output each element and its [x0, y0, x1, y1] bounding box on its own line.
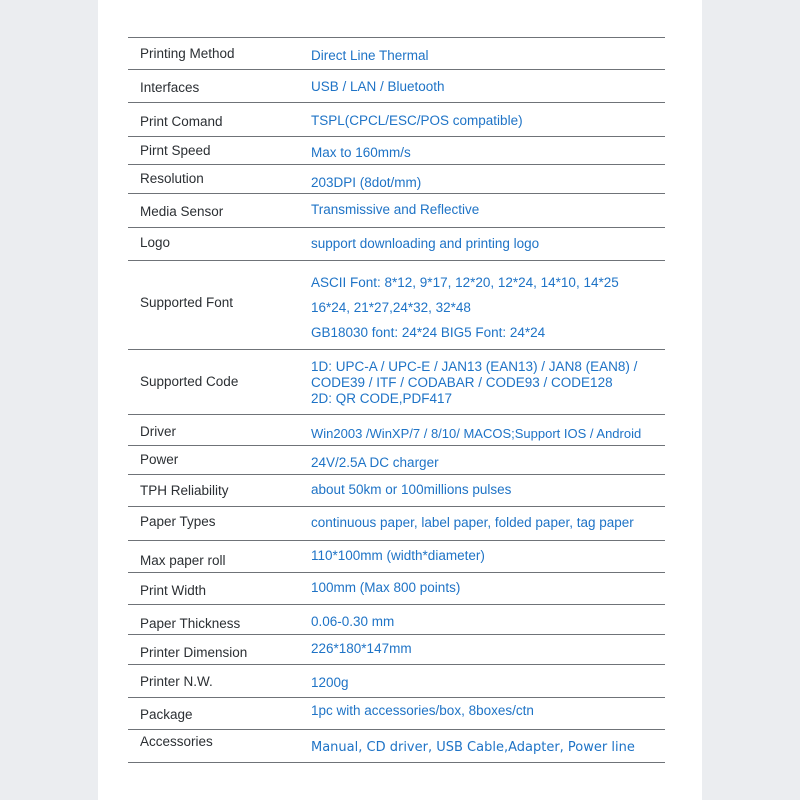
spec-row [128, 635, 665, 665]
spec-row [128, 103, 665, 137]
spec-value: TSPL(CPCL/ESC/POS compatible) [311, 113, 523, 128]
spec-label: Printer N.W. [140, 674, 213, 689]
spec-value: 0.06-0.30 mm [311, 614, 395, 629]
spec-label: Power [140, 452, 179, 467]
spec-value: Transmissive and Reflective [311, 202, 480, 217]
spec-label: Media Sensor [140, 204, 224, 219]
spec-value: 1pc with accessories/box, 8boxes/ctn [311, 703, 534, 718]
spec-row [128, 446, 665, 475]
spec-value: 110*100mm (width*diameter) [311, 548, 485, 563]
spec-row [128, 475, 665, 507]
spec-row [128, 573, 665, 605]
spec-row [128, 194, 665, 228]
spec-row [128, 507, 665, 541]
spec-value: support downloading and printing logo [311, 236, 540, 251]
spec-value: 1200g [311, 675, 349, 690]
spec-value: Direct Line Thermal [311, 48, 429, 63]
spec-row [128, 605, 665, 635]
spec-row [128, 70, 665, 103]
spec-value: continuous paper, label paper, folded paper, tag paper [311, 515, 634, 530]
spec-label: Printing Method [140, 46, 235, 61]
spec-row [128, 165, 665, 194]
spec-value: 24V/2.5A DC charger [311, 455, 439, 470]
spec-row [128, 137, 665, 165]
spec-value: USB / LAN / Bluetooth [311, 79, 445, 94]
spec-label: Max paper roll [140, 553, 226, 568]
spec-value: 1D: UPC-A / UPC-E / JAN13 (EAN13) / JAN8 (EAN8) / CODE39 / ITF / CODABAR / CODE93 / CODE128 2D: QR CODE,PDF417 [311, 359, 638, 406]
spec-row [128, 38, 665, 70]
spec-row [128, 228, 665, 261]
spec-value: Max to 160mm/s [311, 145, 411, 160]
spec-label: Paper Thickness [140, 616, 241, 631]
spec-row [128, 665, 665, 698]
spec-label: Supported Font [140, 295, 234, 310]
spec-value: 100mm (Max 800 points) [311, 580, 461, 595]
spec-label: TPH Reliability [140, 483, 229, 498]
spec-value: Win2003 /WinXP/7 / 8/10/ MACOS;Support IOS / Android [311, 426, 642, 441]
spec-value: 226*180*147mm [311, 641, 412, 656]
spec-label: Interfaces [140, 80, 200, 95]
spec-value: ASCII Font: 8*12, 9*17, 12*20, 12*24, 14*10, 14*25 16*24, 21*27,24*32, 32*48 GB18030 font: 24*24 BIG5 Font: 24*24 [311, 275, 619, 340]
spec-value: Manual, CD driver, USB Cable,Adapter, Power line [311, 740, 635, 755]
spec-label: Resolution [140, 171, 204, 186]
spec-label: Pirnt Speed [140, 143, 211, 158]
spec-row [128, 730, 665, 763]
spec-row [128, 698, 665, 730]
spec-value: about 50km or 100millions pulses [311, 482, 512, 497]
spec-row [128, 541, 665, 573]
spec-row [128, 415, 665, 446]
spec-label: Print Width [140, 583, 207, 598]
spec-label: Printer Dimension [140, 645, 248, 660]
spec-row [128, 350, 665, 415]
spec-label: Package [140, 707, 193, 722]
spec-label: Logo [140, 235, 171, 250]
spec-label: Driver [140, 424, 176, 439]
spec-row [128, 261, 665, 350]
spec-label: Print Comand [140, 114, 223, 129]
spec-table [128, 37, 665, 763]
spec-label: Paper Types [140, 514, 216, 529]
spec-label: Accessories [140, 734, 213, 749]
spec-label: Supported Code [140, 374, 239, 389]
spec-value: 203DPI (8dot/mm) [311, 175, 422, 190]
